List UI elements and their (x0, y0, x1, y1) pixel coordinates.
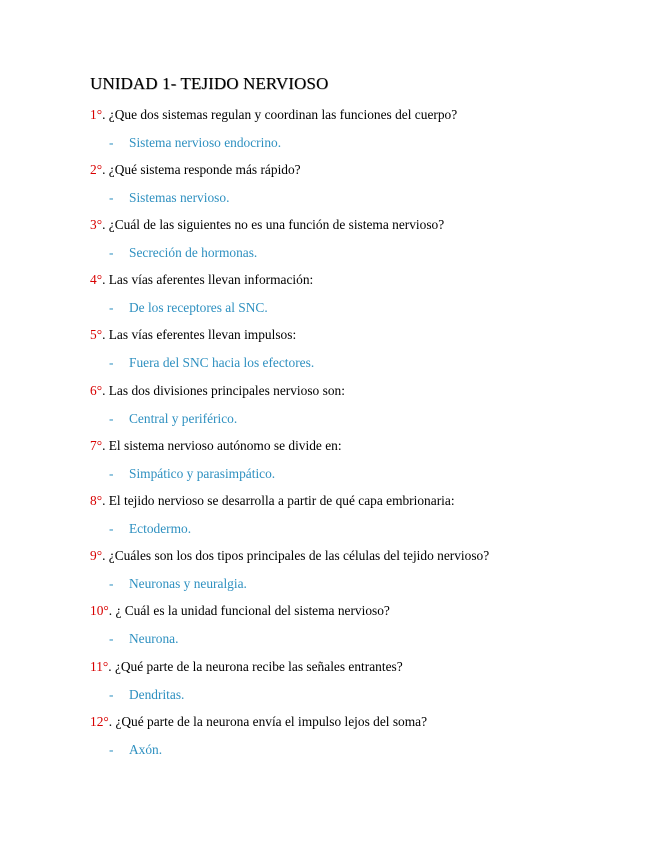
qa-item-6 (90, 382, 630, 426)
answer-bullet: - (109, 466, 114, 481)
answer-text: Sistema nervioso endocrino. (129, 135, 282, 150)
question-number: 4° (90, 272, 103, 287)
question (90, 161, 630, 179)
question-text: . El tejido nervioso se desarrolla a partir de qué capa embrionaria: (102, 493, 455, 508)
question-number: 8° (90, 493, 103, 508)
question (90, 658, 630, 676)
answer-bullet: - (109, 411, 114, 426)
answer-text: Fuera del SNC hacia los efectores. (129, 355, 315, 370)
answer-text: Neurona. (129, 631, 179, 646)
qa-item-9 (90, 547, 630, 591)
qa-item-10 (90, 602, 630, 646)
answer-bullet: - (109, 687, 114, 702)
qa-item-1 (90, 106, 630, 150)
answer-bullet: - (109, 190, 114, 205)
answer-bullet: - (109, 631, 114, 646)
qa-item-7 (90, 437, 630, 481)
answer-text: De los receptores al SNC. (129, 300, 268, 315)
question-number: 7° (90, 438, 103, 453)
question-number: 12° (90, 714, 109, 729)
answer-text: Simpático y parasimpático. (129, 466, 276, 481)
answer-text: Dendritas. (129, 687, 185, 702)
answer-text: Axón. (129, 742, 163, 757)
question-text: . Las dos divisiones principales nervioso son: (102, 383, 345, 398)
question (90, 602, 630, 620)
question-text: . ¿Que dos sistemas regulan y coordinan las funciones del cuerpo? (102, 107, 458, 122)
qa-item-4 (90, 271, 630, 315)
answer-bullet: - (109, 355, 114, 370)
question-text: . ¿Qué parte de la neurona envía el impulso lejos del soma? (108, 714, 428, 729)
question-text: . ¿Qué sistema responde más rápido? (102, 162, 301, 177)
question (90, 547, 630, 565)
question-text: . ¿ Cuál es la unidad funcional del sistema nervioso? (108, 603, 390, 618)
question (90, 216, 630, 234)
question-text: . ¿Cuáles son los dos tipos principales de las células del tejido nervioso? (102, 548, 490, 563)
question-number: 9° (90, 548, 103, 563)
question-number: 10° (90, 603, 109, 618)
question-number: 5° (90, 327, 103, 342)
question-text: . Las vías aferentes llevan información: (102, 272, 314, 287)
question-text: . ¿Cuál de las siguientes no es una función de sistema nervioso? (102, 217, 445, 232)
answer-bullet: - (109, 245, 114, 260)
answer-bullet: - (109, 576, 114, 591)
question-number: 2° (90, 162, 103, 177)
qa-item-2 (90, 161, 630, 205)
question (90, 271, 630, 289)
question-text: . Las vías eferentes llevan impulsos: (102, 327, 297, 342)
answer-text: Ectodermo. (129, 521, 192, 536)
answer-text: Central y periférico. (129, 411, 238, 426)
answer-bullet: - (109, 135, 114, 150)
question-number: 6° (90, 383, 103, 398)
qa-item-12 (90, 713, 630, 757)
qa-item-5 (90, 326, 630, 370)
qa-item-3 (90, 216, 630, 260)
question-number: 11° (90, 659, 109, 674)
answer-text: Secreción de hormonas. (129, 245, 258, 260)
answer-bullet: - (109, 742, 114, 757)
answer-bullet: - (109, 521, 114, 536)
question (90, 326, 630, 344)
qa-item-11 (90, 658, 630, 702)
question-number: 3° (90, 217, 103, 232)
question (90, 492, 630, 510)
question-number: 1° (90, 107, 103, 122)
answer-bullet: - (109, 300, 114, 315)
question (90, 437, 630, 455)
question-text: . ¿Qué parte de la neurona recibe las señales entrantes? (108, 659, 403, 674)
answer-text: Sistemas nervioso. (129, 190, 230, 205)
question-text: . El sistema nervioso autónomo se divide en: (102, 438, 342, 453)
document-title: UNIDAD 1- TEJIDO NERVIOSO (90, 74, 329, 93)
question (90, 106, 630, 124)
qa-item-8 (90, 492, 630, 536)
question (90, 382, 630, 400)
answer-text: Neuronas y neuralgia. (129, 576, 247, 591)
question (90, 713, 630, 731)
